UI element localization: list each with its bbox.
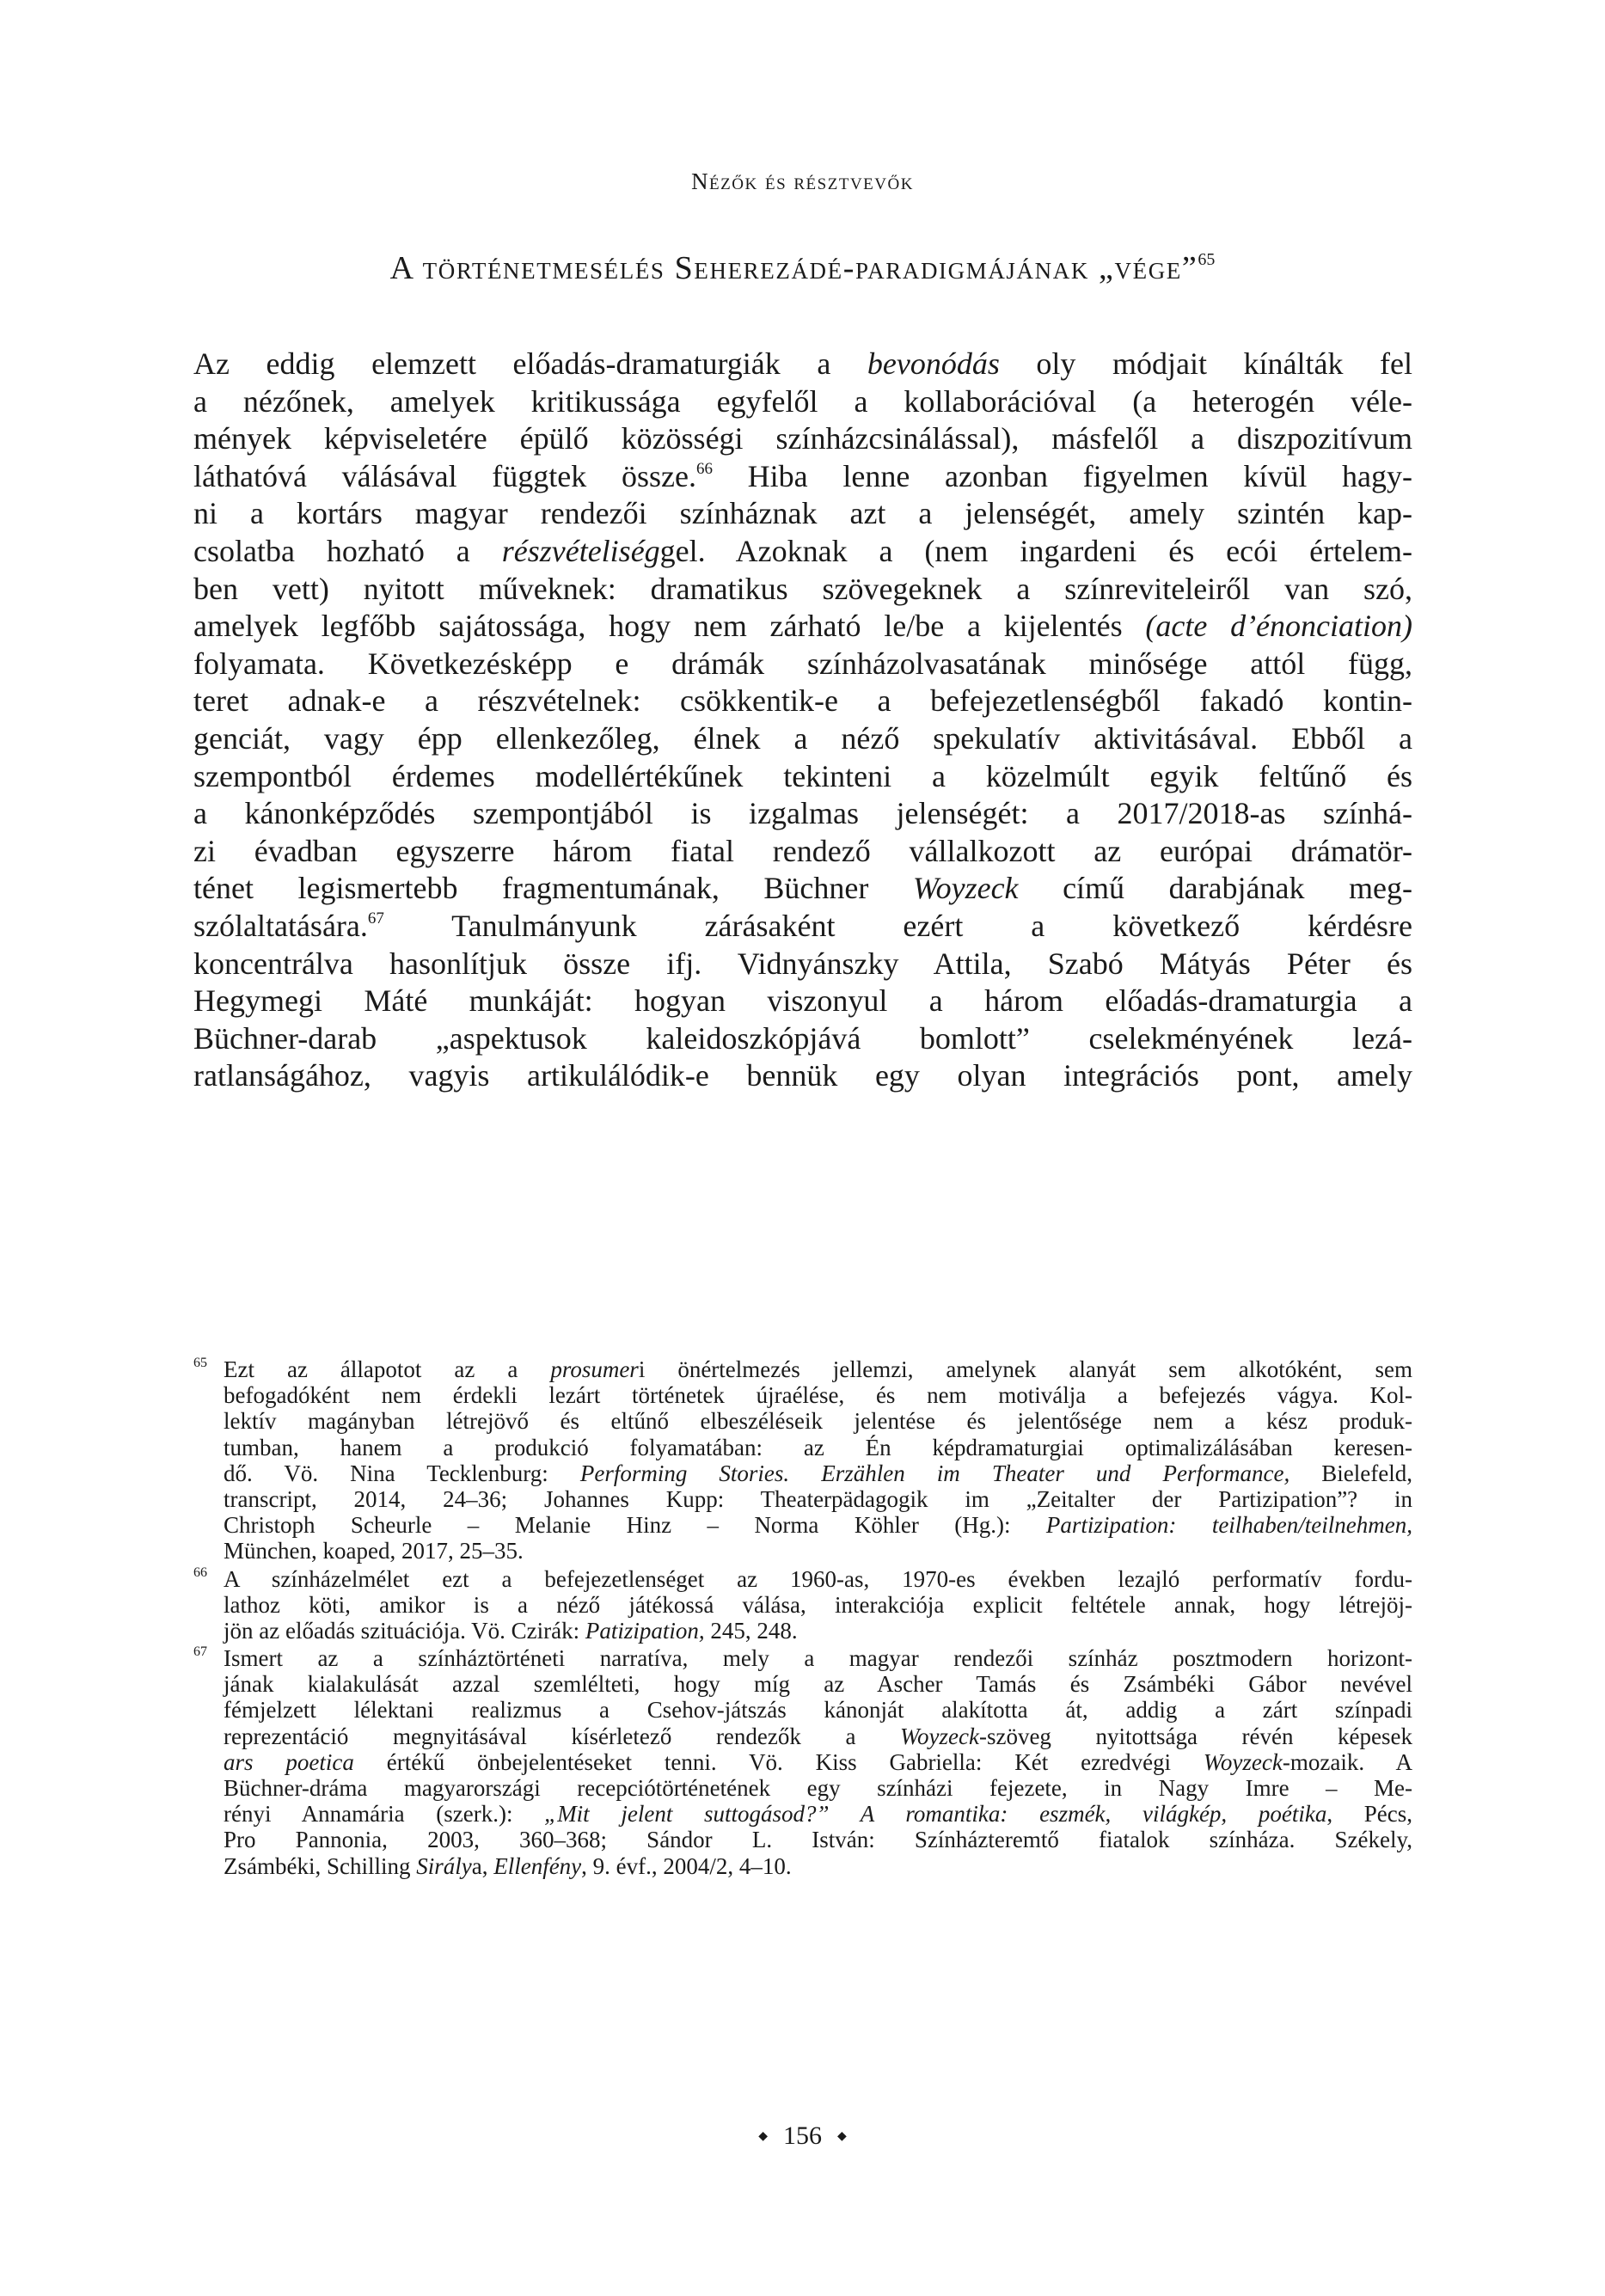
- diamond-bullet-icon: ◆: [758, 2130, 768, 2143]
- footnote-number: 66: [193, 1564, 207, 1580]
- body-line: Büchner-darab „aspektusok kaleidoszkópjává bomlott” cselekményének lezá-: [193, 1020, 1412, 1056]
- italic-text: prosumer: [550, 1356, 639, 1382]
- footnote-line: Zsámbéki, Schilling Sirálya, Ellenfény, 9. évf., 2004/2, 4–10.: [224, 1852, 792, 1879]
- italic-text: „Mit jelent suttogásod?” A romantika: eszmék, világkép, poétika: [544, 1801, 1327, 1828]
- footnote-number: 67: [193, 1644, 207, 1660]
- italic-text: Patizipation,: [585, 1617, 705, 1644]
- italic-text: Woyzeck: [900, 1723, 979, 1749]
- italic-text: Woyzeck: [912, 871, 1019, 906]
- footnote-line: Pro Pannonia, 2003, 360–368; Sándor L. István: Színházteremtő fiatalok színháza. Székely,: [224, 1827, 1412, 1853]
- italic-text: Performing Stories. Erzählen im Theater und Performance,: [579, 1460, 1290, 1486]
- body-line: Hegymegi Máté munkáját: hogyan viszonyul a három előadás-dramaturgia a: [193, 983, 1412, 1019]
- italic-text: Sirály: [416, 1852, 472, 1879]
- body-line: amelyek legfőbb sajátossága, hogy nem zárható le/be a kijelentés (acte d’énonciation): [193, 609, 1413, 644]
- footnote-line: tumban, hanem a produkció folyamatában: az Én képdramaturgiai optimalizálásában keresen-: [224, 1434, 1412, 1460]
- footnote-ref[interactable]: 65: [1198, 250, 1216, 269]
- footnote-line: rényi Annamária (szerk.): „Mit jelent suttogásod?” A romantika: eszmék, világkép, poétika, Pécs,: [224, 1801, 1412, 1828]
- body-line: ni a kortárs magyar rendezői színháznak azt a jelenségét, amely szintén kap-: [193, 496, 1412, 531]
- footnote-line: München, koaped, 2017, 25–35.: [224, 1538, 524, 1564]
- body-text: [193, 346, 1412, 1095]
- diamond-bullet-icon: ◆: [837, 2130, 847, 2143]
- running-head: Nézők és résztvevők: [691, 168, 914, 194]
- footnote-line: fémjelzett lélektani realizmus a Csehov-játszás kánonját alakította át, addig a zárt színpadi: [224, 1697, 1412, 1724]
- italic-text: bevonódás: [867, 346, 1000, 381]
- body-line: genciát, vagy épp ellenkezőleg, élnek a néző spekulatív aktivitásával. Ebből a: [193, 720, 1412, 756]
- italic-text: Woyzeck: [1203, 1748, 1283, 1775]
- footnotes: [193, 1356, 1412, 1881]
- body-line: szólaltatására.$^{67}$ Tanulmányunk zárásaként ezért a következő kérdésre: [193, 908, 1412, 943]
- body-line: a nézőnek, amelyek kritikussága egyfelől a kollaborációval (a heterogén véle-: [193, 383, 1412, 419]
- italic-text: Ellenfény: [493, 1852, 582, 1879]
- body-line: zi évadban egyszerre három fiatal rendező vállalkozott az európai drámatör-: [193, 833, 1412, 868]
- footnote-line: lathoz köti, amikor is a néző játékossá válása, interakciója explicit feltétele annak, hogy létrejöj-: [224, 1591, 1412, 1618]
- body-line: mények képviseletére épülő közösségi színházcsinálással), másfelől a diszpozitívum: [193, 421, 1412, 456]
- footnote-line: dő. Vö. Nina Tecklenburg: Performing Stories. Erzählen im Theater und Performance, Bielefeld,: [224, 1460, 1412, 1486]
- footnote-line: A színházelmélet ezt a befejezetlenséget az 1960-as, 1970-es években lezajló performatív fordu-: [224, 1565, 1412, 1592]
- footnote-line: Büchner-dráma magyarországi recepciótörténetének egy színházi fejezete, in Nagy Imre – Me-: [224, 1775, 1412, 1801]
- body-line: a kánonképződés szempontjából is izgalmas jelenségét: a 2017/2018-as színhá-: [193, 796, 1412, 831]
- body-line: ben vett) nyitott műveknek: dramatikus szövegeknek a színreviteleiről van szó,: [193, 571, 1412, 606]
- footnote-line: reprezentáció megnyitásával kísérletező rendezők a Woyzeck-szöveg nyitottsága révén képesek: [224, 1723, 1413, 1749]
- footnote-number: 65: [193, 1356, 207, 1370]
- body-line: szempontból érdemes modellértékűnek tekinteni a közelmúlt egyik feltűnő és: [193, 758, 1412, 793]
- footnote-67: [193, 1645, 1412, 1879]
- body-line: folyamata. Következésképp e drámák színházolvasatának minősége attól függ,: [193, 646, 1412, 681]
- page-number: [0, 2122, 1605, 2151]
- body-line: koncentrálva hasonlítjuk össze ifj. Vidnyánszky Attila, Szabó Mátyás Péter és: [193, 946, 1412, 981]
- section-title: [0, 249, 1605, 287]
- body-line: teret adnak-e a részvételnek: csökkentik-e a befejezetlenségből fakadó kontin-: [193, 683, 1412, 719]
- footnote-ref[interactable]: 66: [695, 459, 713, 478]
- footnote-65: [193, 1356, 1412, 1564]
- footnote-line: transcript, 2014, 24–36; Johannes Kupp: Theaterpädagogik im „Zeitalter der Partizipation”? in: [224, 1485, 1412, 1512]
- italic-text: (acte d’énonciation): [1145, 609, 1413, 644]
- body-line: láthatóvá válásával függtek össze.$^{66}$ Hiba lenne azonban figyelmen kívül hagy-: [193, 458, 1412, 493]
- footnote-line: Ismert az a színháztörténeti narratíva, mely a magyar rendezői színház posztmodern horizont-: [224, 1645, 1412, 1672]
- footnote-line: Christoph Scheurle – Melanie Hinz – Norma Köhler (Hg.): Partizipation: teilhaben/teilnehmen,: [224, 1512, 1412, 1539]
- section-title-text: A történetmesélés Seherezádé-paradigmájának „vége”: [389, 250, 1198, 286]
- footnote-line: ars poetica értékű önbejelentéseket tenni. Vö. Kiss Gabriella: Két ezredvégi Woyzeck-mozaik. A: [224, 1748, 1412, 1775]
- page-number-value: 156: [783, 2122, 822, 2150]
- italic-text: Partizipation: teilhaben/teilnehmen,: [1045, 1512, 1412, 1539]
- body-line: csolatba hozható a részvételiséggel. Azoknak a (nem ingardeni és ecói értelem-: [193, 533, 1412, 568]
- italic-text: ars poetica: [224, 1748, 354, 1775]
- body-line: ratlanságához, vagyis artikulálódik-e bennük egy olyan integrációs pont, amely: [193, 1058, 1412, 1093]
- italic-text: részvételiség: [501, 533, 660, 568]
- footnote-line: befogadóként nem érdekli lezárt történetek újraélése, és nem motiválja a befejezés vágya. Kol-: [224, 1382, 1412, 1409]
- body-line: Az eddig elemzett előadás-dramaturgiák a bevonódás oly módjait kínálták fel: [193, 346, 1413, 381]
- footnote-line: Ezt az állapotot az a prosumeri önértelmezés jellemzi, amelynek alanyát sem alkotóként, sem: [224, 1356, 1412, 1382]
- footnote-line: jön az előadás szituációja. Vö. Czirák: Patizipation, 245, 248.: [224, 1617, 798, 1644]
- footnote-line: lektív magányban létrejövő és eltűnő elbeszéléseik jelentése és jelentősége nem a kész produk-: [224, 1408, 1412, 1435]
- footnote-line: jának kialakulását azzal szemlélteti, hogy míg az Ascher Tamás és Zsámbéki Gábor nevével: [224, 1671, 1412, 1698]
- body-line: ténet legismertebb fragmentumának, Büchner Woyzeck című darabjának meg-: [193, 871, 1413, 906]
- footnote-66: [193, 1566, 1412, 1644]
- footnote-ref[interactable]: 67: [367, 909, 384, 928]
